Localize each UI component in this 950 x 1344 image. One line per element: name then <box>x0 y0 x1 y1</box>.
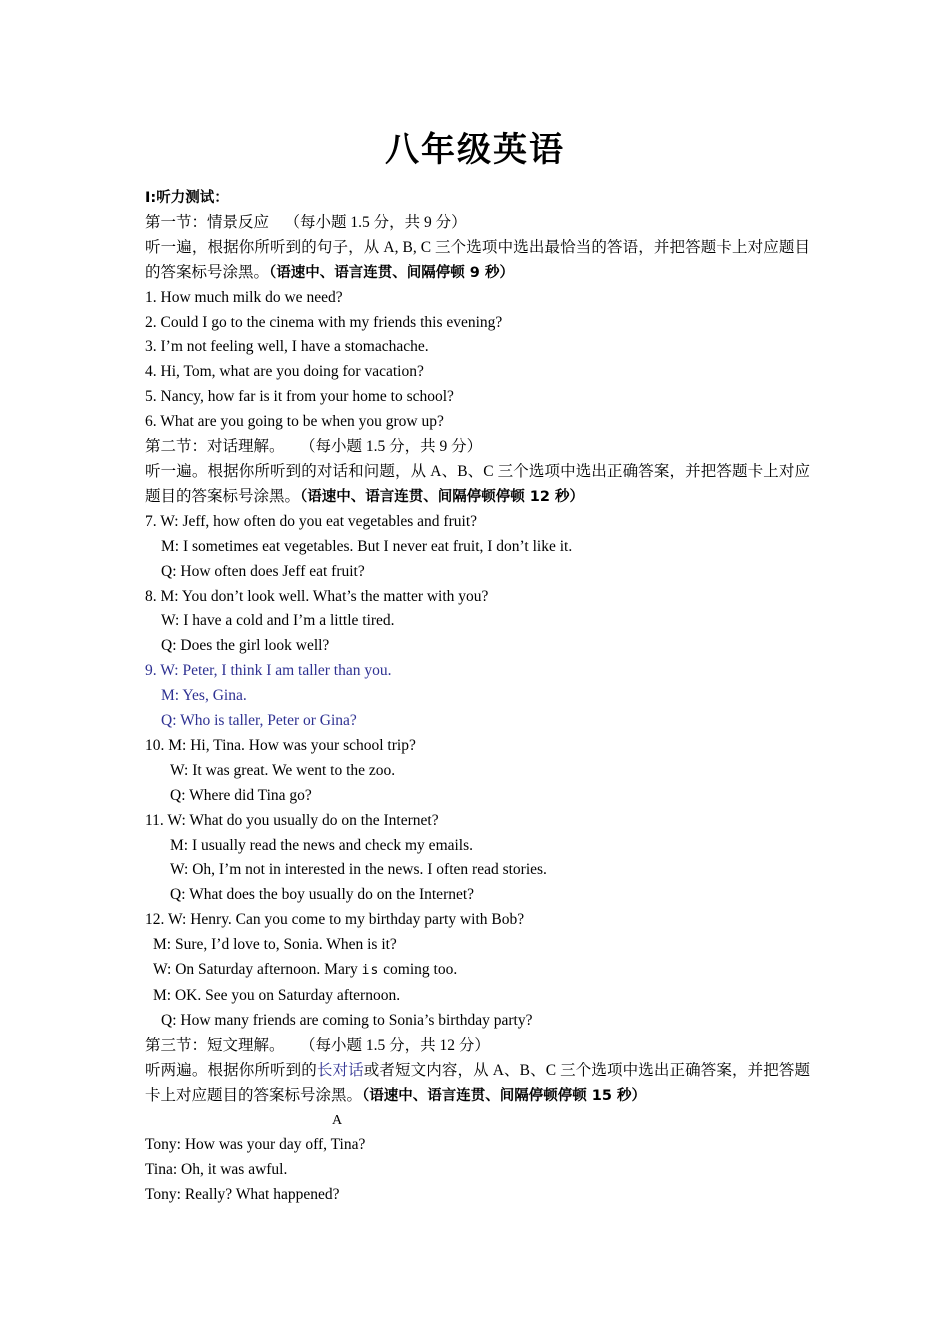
q10-line: Q: Where did Tina go? <box>170 786 312 804</box>
sec2-heading-line <box>145 435 810 460</box>
sec2-heading: 第二节：对话理解。 <box>145 438 285 456</box>
sec3-instruction-text: 或者短文内容，从 A、B、C 三个选项中选出正确答案，并把答题卡上对应题目的答案标号涂黑。 <box>145 1061 810 1104</box>
sec3-heading-line <box>145 1034 810 1059</box>
q12-line: 12. W: Henry. Can you come to my birthday party with Bob? <box>145 911 525 929</box>
q12-line: Q: How many friends are coming to Sonia’s birthday party? <box>161 1011 533 1029</box>
q8-line: 8. M: You don’t look well. What’s the matter with you? <box>145 587 489 605</box>
sec3-heading: 第三节：短文理解。 <box>145 1036 285 1054</box>
q8-line: Q: Does the girl look well? <box>161 637 330 655</box>
sec1-heading: 第一节：情景反应 <box>145 213 270 231</box>
sec2-instruction-text: 听一遍。根据你所听到的对话和问题，从 A、B、C 三个选项中选出正确答案，并把答题卡上对应题目的答案标号涂黑。 <box>145 462 810 505</box>
q7-line: M: I sometimes eat vegetables. But I never eat fruit, I don’t like it. <box>161 537 573 555</box>
q11-line: 11. W: What do you usually do on the Internet? <box>145 811 439 829</box>
q12-line: M: Sure, I’d love to, Sonia. When is it? <box>153 936 397 954</box>
q11-line: Q: What does the boy usually do on the Internet? <box>170 886 475 904</box>
sec1-item: 1. How much milk do we need? <box>145 288 343 306</box>
q8-line: W: I have a cold and I’m a little tired. <box>161 612 395 630</box>
q11-line: W: Oh, I’m not in interested in the news. I often read stories. <box>170 861 547 879</box>
q12-text: W: On Saturday afternoon. Mary <box>153 961 362 979</box>
sec3-instruction-text: 听两遍。根据你所听到的 <box>145 1061 317 1079</box>
dialogue-line: Tony: Really? What happened? <box>145 1186 340 1204</box>
sec1-item: 3. I’m not feeling well, I have a stomachache. <box>145 338 429 356</box>
dialogue-line: Tina: Oh, it was awful. <box>145 1161 288 1179</box>
q12-text: is <box>361 963 380 979</box>
passage-label-a: A <box>332 1112 343 1128</box>
sec1-instruction <box>145 236 810 286</box>
sec3-score: （每小题 1.5 分，共 12 分） <box>300 1036 490 1054</box>
page-title: 八年级英语 <box>385 130 565 170</box>
sec1-heading-line <box>145 211 810 236</box>
sec1-item: 2. Could I go to the cinema with my friends this evening? <box>145 313 503 331</box>
sec1-note: （语速中、语言连贯、间隔停顿 9 秒） <box>269 264 514 281</box>
q7-line: 7. W: Jeff, how often do you eat vegetables and fruit? <box>145 512 478 530</box>
q9-line: M: Yes, Gina. <box>161 687 247 705</box>
q9-line: Q: Who is taller, Peter or Gina? <box>161 712 357 730</box>
sec3-instruction <box>145 1059 810 1109</box>
q10-line: 10. M: Hi, Tina. How was your school trip? <box>145 736 416 754</box>
sec3-instruction-highlight: 长对话 <box>316 1061 364 1079</box>
q12-line: M: OK. See you on Saturday afternoon. <box>153 987 401 1004</box>
q12-line <box>145 958 810 984</box>
sec1-item: 5. Nancy, how far is it from your home to school? <box>145 388 454 406</box>
q10-line: W: It was great. We went to the zoo. <box>170 761 396 779</box>
sec3-note: （语速中、语言连贯、间隔停顿停顿 15 秒） <box>362 1087 647 1104</box>
sec1-instruction-text: 听一遍，根据你所听到的句子，从 A, B, C 三个选项中选出最恰当的答语，并把答题卡上对应题目的答案标号涂黑。 <box>145 238 810 281</box>
sec2-score: （每小题 1.5 分，共 9 分） <box>300 438 483 456</box>
q7-line: Q: How often does Jeff eat fruit? <box>161 562 365 580</box>
sec1-item: 4. Hi, Tom, what are you doing for vacation? <box>145 363 424 381</box>
sec1-score: （每小题 1.5 分，共 9 分） <box>284 213 467 231</box>
q12-text: coming too. <box>379 961 458 979</box>
q9-line: 9. W: Peter, I think I am taller than you. <box>145 662 392 680</box>
sec2-note: （语速中、语言连贯、间隔停顿停顿 12 秒） <box>300 488 585 505</box>
q11-line: M: I usually read the news and check my emails. <box>170 836 474 854</box>
document-body <box>145 186 810 1208</box>
dialogue-line: Tony: How was your day off, Tina? <box>145 1136 366 1154</box>
sec1-item: 6. What are you going to be when you grow up? <box>145 413 444 431</box>
part1-heading: I:听力测试： <box>145 190 229 206</box>
sec2-instruction <box>145 460 810 510</box>
